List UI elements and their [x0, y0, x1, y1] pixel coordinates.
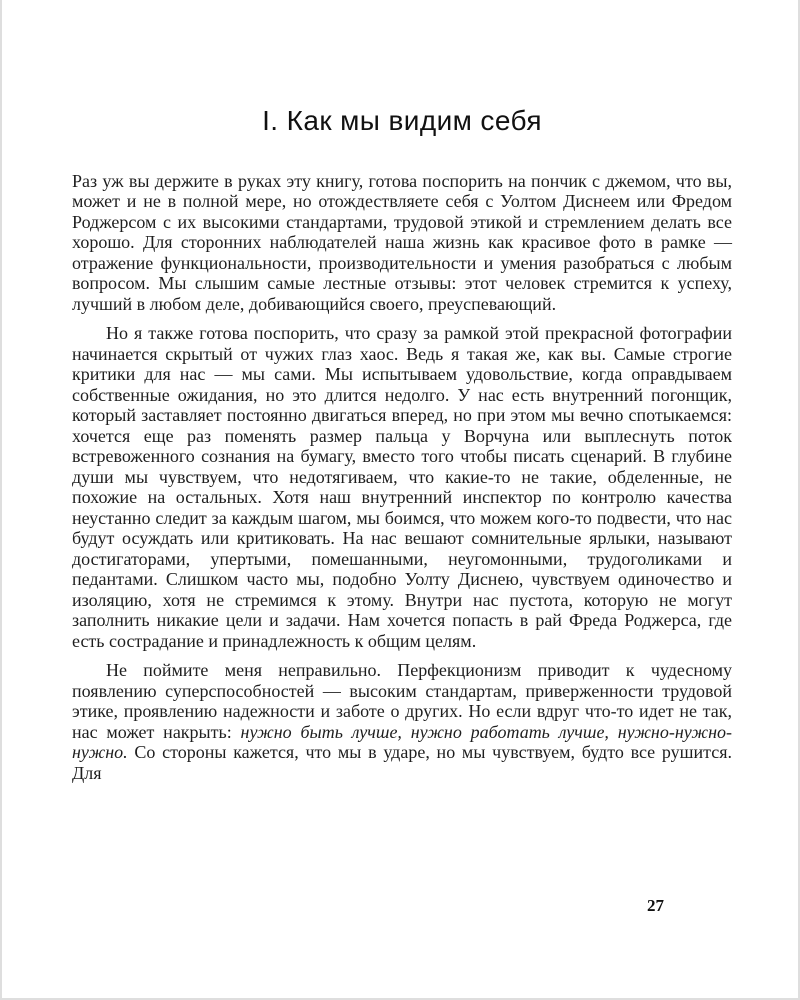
paragraph-3-part1: Не поймите меня неправильно. Перфекционизм приводит к чудесному появлению суперспособностей — высоким стандартам, приверженности трудовой этике, проявлению надежности и заботе о других. Но если вдруг что-то идет не так, нас может накрыть:	[72, 660, 732, 742]
body-text	[72, 171, 732, 784]
paragraph-2: Но я также готова поспорить, что сразу за рамкой этой прекрасной фотографии начинается скрытый от чужих глаз хаос. Ведь я такая же, как вы. Самые строгие критики для нас — мы сами. Мы испытываем удовольствие, когда оправдываем собственные ожидания, но это длится недолго. У нас есть внутренний погонщик, который заставляет постоянно двигаться вперед, но при этом мы вечно спотыкаемся: хочется еще раз поменять размер пальца у Ворчуна или выплеснуть поток встревоженного сознания на бумагу, вместо того чтобы писать сценарий. В глубине души мы чувствуем, что недотягиваем, что какие-то не такие, обделенные, не похожие на остальных. Хотя наш внутренний инспектор по контролю качества неустанно следит за каждым шагом, мы боимся, что можем кого-то подвести, что нас будут осуждать или критиковать. На нас вешают сомнительные ярлыки, называют достигаторами, упертыми, помешанными, неугомонными, трудоголиками и педантами. Слишком часто мы, подобно Уолту Диснею, чувствуем одиночество и изоляцию, хотя не стремимся к этому. Внутри нас пустота, которую не могут заполнить никакие цели и задачи. Нам хочется попасть в рай Фреда Роджерса, где есть сострадание и принадлежность к общим целям.	[72, 323, 732, 651]
paragraph-3	[72, 660, 732, 783]
page-number: 27	[647, 896, 664, 915]
paragraph-1: Раз уж вы держите в руках эту книгу, готова поспорить на пончик с джемом, что вы, может и не в полной мере, но отождествляете себя с Уолтом Диснеем или Фредом Роджерсом с их высокими стандартами, трудовой этикой и стремлением делать все хорошо. Для сторонних наблюдателей наша жизнь как красивое фото в рамке — отражение функциональности, производительности и умения разобраться с любым вопросом. Мы слышим самые лестные отзывы: этот человек стремится к успеху, лучший в любом деле, добивающийся своего, преуспевающий.	[72, 170, 732, 314]
text-block	[72, 0, 732, 792]
paragraph-3-italic-phrase: нужно быть лучше, нужно работать лучше, нужно-нужно-нужно.	[72, 721, 732, 763]
paragraph-3-part2: Со стороны кажется, что мы в ударе, но мы чувствуем, будто все рушится. Для	[72, 742, 732, 783]
chapter-title: I. Как мы видим себя	[262, 105, 542, 136]
